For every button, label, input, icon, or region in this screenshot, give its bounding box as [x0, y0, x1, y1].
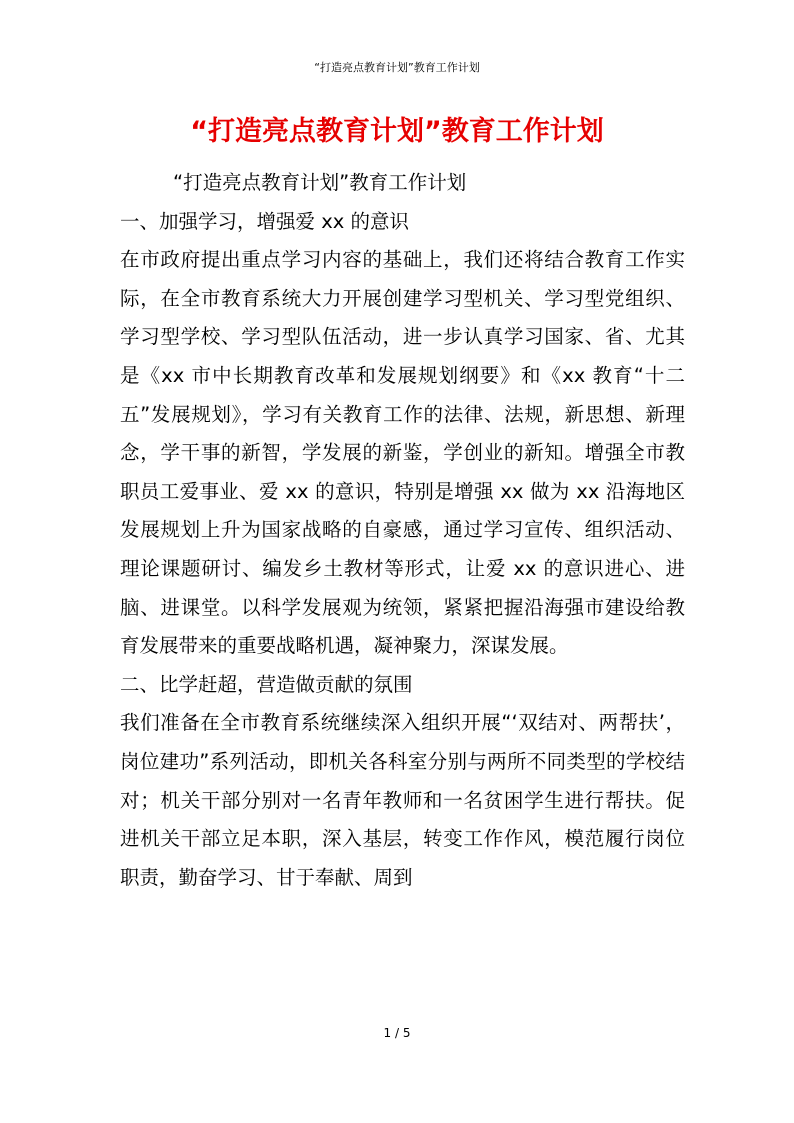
section-heading-1: 一、加强学习，增强爱 xx 的意识: [120, 209, 409, 233]
document-body: [120, 164, 685, 897]
page-header: “打造亮点教育计划”教育工作计划: [314, 61, 480, 74]
section-paragraph-1: 在市政府提出重点学习内容的基础上，我们还将结合教育工作实际，在全市教育系统大力开展创建学习型机关、学习型党组织、学习型学校、学习型队伍活动，进一步认真学习国家、省、尤其是《xx 市中长期教育改革和发展规划纲要》和《xx 教育“十二五”发展规划》，学习有关教育工作的法律、法规，新思想、新理念，学干事的新智，学发展的新鉴，学创业的新知。增强全市教职员工爱事业、爱 xx 的意识，特别是增强 xx 做为 xx 沿海地区发展规划上升为国家战略的自豪感，通过学习宣传、组织活动、理论课题研讨、编发乡土教材等形式，让爱 xx 的意识进心、进脑、进课堂。以科学发展观为统领，紧紧把握沿海强市建设给教育发展带来的重要战略机遇，凝神聚力，深谋发展。: [120, 248, 685, 658]
document-title: “打造亮点教育计划”教育工作计划: [190, 116, 604, 147]
page-number: 1 / 5: [383, 1026, 411, 1040]
section-heading-2: 二、比学赶超，营造做贡献的氛围: [120, 672, 413, 696]
document-subtitle: “打造亮点教育计划”教育工作计划: [173, 171, 467, 194]
section-paragraph-2: 我们准备在全市教育系统继续深入组织开展“‘双结对、两帮扶’，岗位建功”系列活动，即机关各科室分别与两所不同类型的学校结对；机关干部分别对一名青年教师和一名贫困学生进行帮扶。促进机关干部立足本职，深入基层，转变工作作风，模范履行岗位职责，勤奋学习、甘于奉献、周到: [120, 711, 685, 889]
